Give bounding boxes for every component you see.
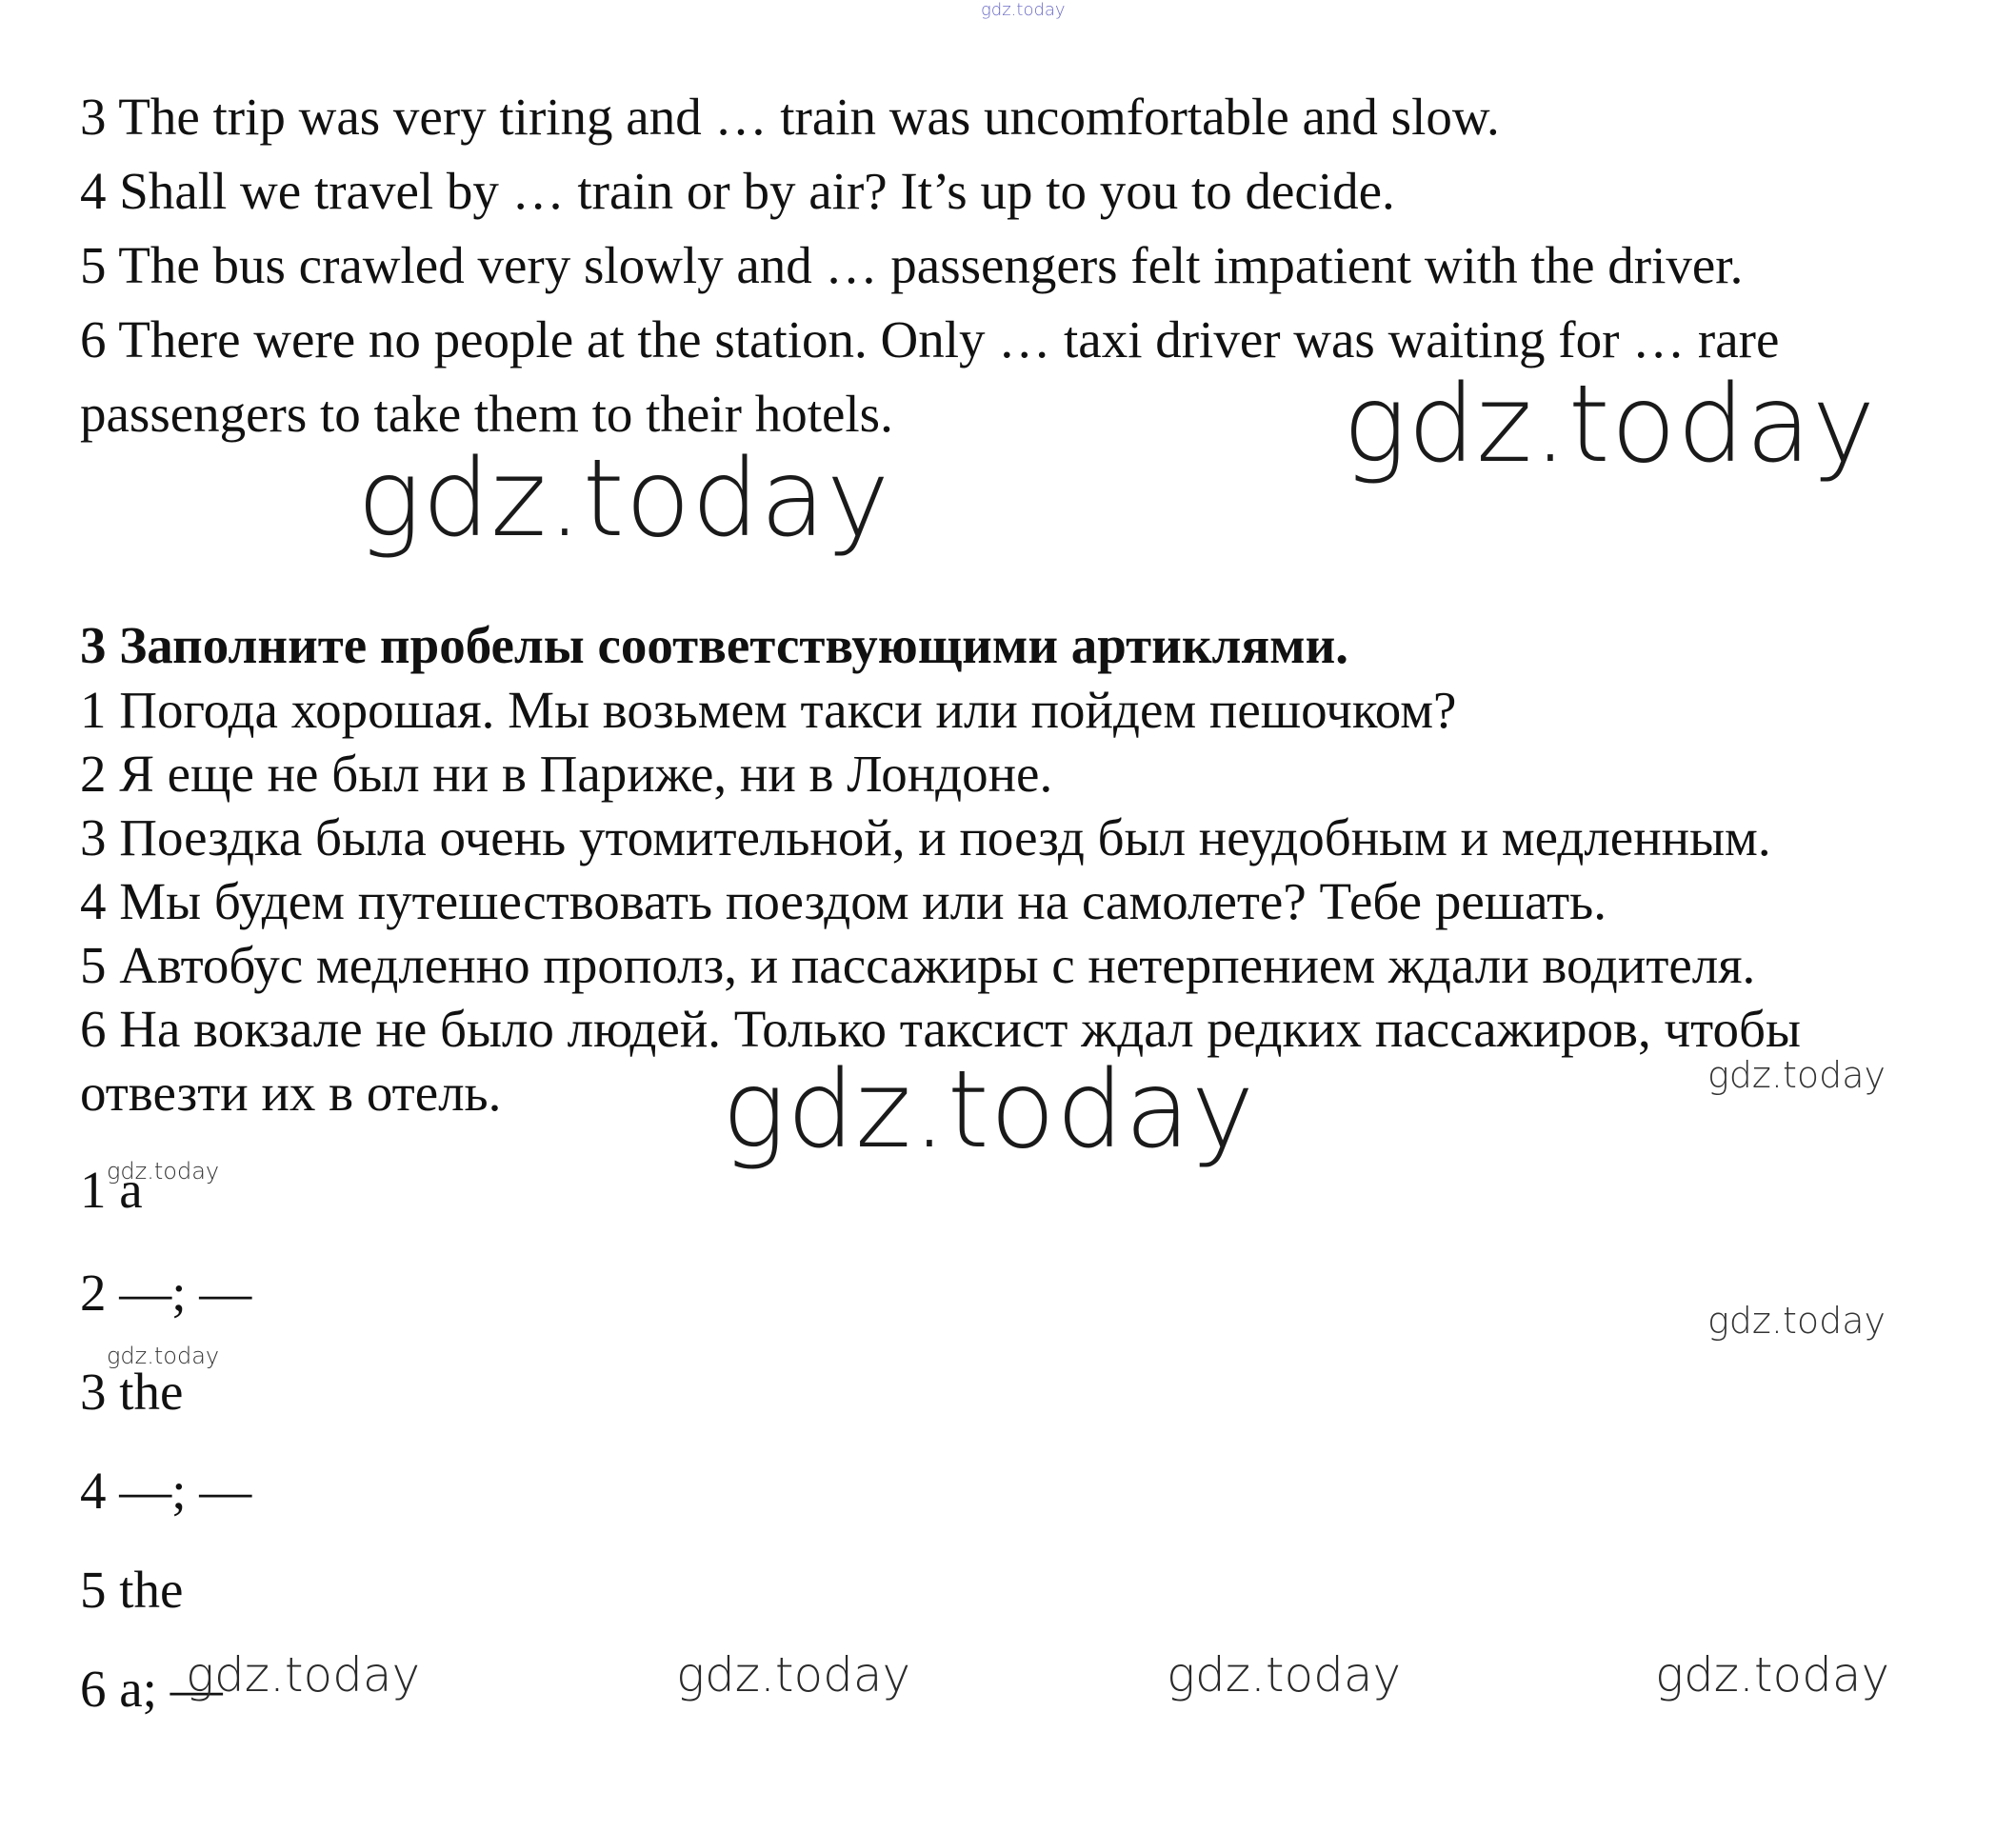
watermark-tiny-2: gdz.today [107, 1343, 220, 1369]
watermark-small-right-2: gdz.today [1707, 1300, 1886, 1342]
answer-6: 6 a; — [80, 1660, 223, 1718]
exercise-line-3: 3 The trip was very tiring and … train was uncomfortable and slow. [80, 88, 1500, 146]
translation-line-3: 3 Поездка была очень утомительной, и поезд был неудобным и медленным. [80, 808, 1771, 866]
answer-1: 1 a [80, 1161, 143, 1219]
translation-line-5: 5 Автобус медленно прополз, и пассажиры с нетерпением ждали водителя. [80, 936, 1756, 994]
watermark-large-right: gdz.today [1343, 363, 1877, 487]
answer-3: 3 the [80, 1363, 184, 1421]
watermark-large-center: gdz.today [722, 1048, 1256, 1172]
watermark-bottom-2: gdz.today [676, 1647, 911, 1703]
exercise-line-4: 4 Shall we travel by … train or by air? It’s up to you to decide. [80, 162, 1395, 220]
translation-line-6-cont: отвезти их в отель. [80, 1064, 502, 1122]
task-heading: 3 Заполните пробелы соответствующими артиклями. [80, 616, 1349, 674]
watermark-bottom-1: gdz.today [186, 1647, 421, 1703]
answer-2: 2 —; — [80, 1264, 252, 1322]
translation-line-1: 1 Погода хорошая. Мы возьмем такси или пойдем пешочком? [80, 681, 1457, 739]
watermark-tiny-1: gdz.today [107, 1158, 220, 1185]
exercise-line-5: 5 The bus crawled very slowly and … passengers felt impatient with the driver. [80, 236, 1744, 294]
translation-line-6: 6 На вокзале не было людей. Только таксист ждал редких пассажиров, чтобы [80, 1000, 1801, 1058]
translation-line-4: 4 Мы будем путешествовать поездом или на самолете? Тебе решать. [80, 872, 1607, 930]
watermark-bottom-3: gdz.today [1167, 1647, 1402, 1703]
watermark-small-right-1: gdz.today [1707, 1054, 1886, 1096]
watermark-large-left: gdz.today [357, 437, 891, 561]
exercise-line-6: 6 There were no people at the station. Only … taxi driver was waiting for … rare [80, 310, 1780, 368]
exercise-line-6-cont: passengers to take them to their hotels. [80, 385, 893, 443]
answer-4: 4 —; — [80, 1462, 252, 1520]
watermark-top: gdz.today [981, 0, 1066, 20]
answer-5: 5 the [80, 1561, 184, 1619]
watermark-bottom-4: gdz.today [1655, 1647, 1890, 1703]
translation-line-2: 2 Я еще не был ни в Париже, ни в Лондоне. [80, 745, 1053, 803]
